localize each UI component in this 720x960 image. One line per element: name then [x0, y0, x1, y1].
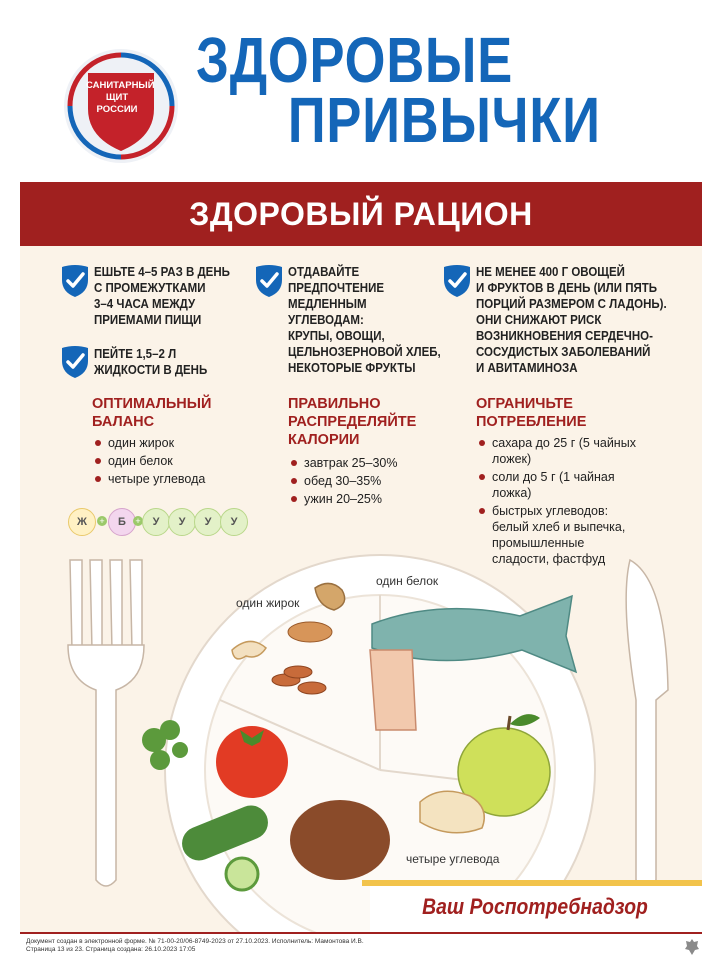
carb-ball: У [220, 508, 248, 536]
carb-ball: У [142, 508, 170, 536]
plus-icon: + [133, 516, 143, 526]
brand-signature: Ваш Роспотребнадзор [422, 894, 648, 919]
check-shield-icon [254, 264, 284, 298]
protein-ball: Б [108, 508, 136, 536]
carb-ball: У [194, 508, 222, 536]
logo-text: САНИТАРНЫЙ ЩИТ РОССИИ [86, 80, 155, 115]
check-shield-icon [60, 264, 90, 298]
list-item: один белок [92, 453, 262, 469]
buckwheat-icon [290, 800, 390, 880]
fat-label: один жирок [236, 596, 300, 610]
list-item: один жирок [92, 435, 262, 451]
section-title: ЗДОРОВЫЙ РАЦИОН [189, 196, 533, 232]
tip-carbs: ОТДАВАЙТЕ ПРЕДПОЧТЕНИЕ МЕДЛЕННЫМ УГЛЕВОДАМ: КРУПЫ, ОВОЩИ, ЦЕЛЬНОЗЕРНОВОЙ ХЛЕБ, НЕКОТОРЫЕ ФРУКТЫ [288, 265, 441, 375]
calories-list [288, 455, 458, 509]
fat-ball: Ж [68, 508, 96, 536]
balance-heading: ОПТИМАЛЬНЫЙ БАЛАНС [92, 396, 212, 430]
page-title [196, 24, 601, 156]
footer-divider [20, 932, 702, 934]
tip-meals: ЕШЬТЕ 4–5 РАЗ В ДЕНЬ С ПРОМЕЖУТКАМИ 3–4 ЧАСА МЕЖДУ ПРИЕМАМИ ПИЩИ [94, 265, 230, 327]
plus-icon: + [97, 516, 107, 526]
list-item: ужин 20–25% [288, 491, 458, 507]
list-item: четыре углевода [92, 471, 262, 487]
carb-ball: У [168, 508, 196, 536]
list-item: завтрак 25–30% [288, 455, 458, 471]
check-shield-icon [442, 264, 472, 298]
limit-heading: ОГРАНИЧЬТЕ ПОТРЕБЛЕНИЕ [476, 396, 587, 430]
check-shield-icon [60, 345, 90, 379]
document-info: Документ создан в электронной форме. № 71-00-20/06-8749-2023 от 27.10.2023. Исполнитель: Мамонтова И.В. Страница 13 из 23. Страница создана: 26.10.2023 17:05 [26, 938, 364, 953]
plate-illustration [20, 540, 702, 932]
list-item: обед 30–35% [288, 473, 458, 489]
tip-vegetables: НЕ МЕНЕЕ 400 Г ОВОЩЕЙ И ФРУКТОВ В ДЕНЬ (ИЛИ ПЯТЬ ПОРЦИЙ РАЗМЕРОМ С ЛАДОНЬ). ОНИ СНИЖАЮТ РИСК ВОЗНИКНОВЕНИЯ СЕРДЕЧНО- СОСУДИСТЫХ ЗАБОЛЕВАНИЙ И АВИТАМИНОЗА [476, 265, 667, 375]
balance-list [92, 435, 262, 489]
carbs-label: четыре углевода [406, 852, 500, 866]
calories-heading: ПРАВИЛЬНО РАСПРЕДЕЛЯЙТЕ КАЛОРИИ [288, 396, 417, 448]
list-item: сахара до 25 г (5 чайных ложек) [476, 435, 676, 467]
tip-water: ПЕЙТЕ 1,5–2 Л ЖИДКОСТИ В ДЕНЬ [94, 347, 208, 377]
tomato-icon [216, 726, 288, 798]
fork-icon [68, 560, 144, 886]
protein-label: один белок [376, 574, 439, 588]
knife-icon [626, 560, 668, 886]
list-item: быстрых углеводов: белый хлеб и выпечка, промышленные сладости, фастфуд [476, 503, 676, 567]
coat-of-arms-icon [684, 938, 700, 956]
title-line-1: ЗДОРОВЫЕ [196, 24, 514, 96]
title-line-2: ПРИВЫЧКИ [287, 84, 601, 156]
list-item: соли до 5 г (1 чайная ложка) [476, 469, 676, 501]
